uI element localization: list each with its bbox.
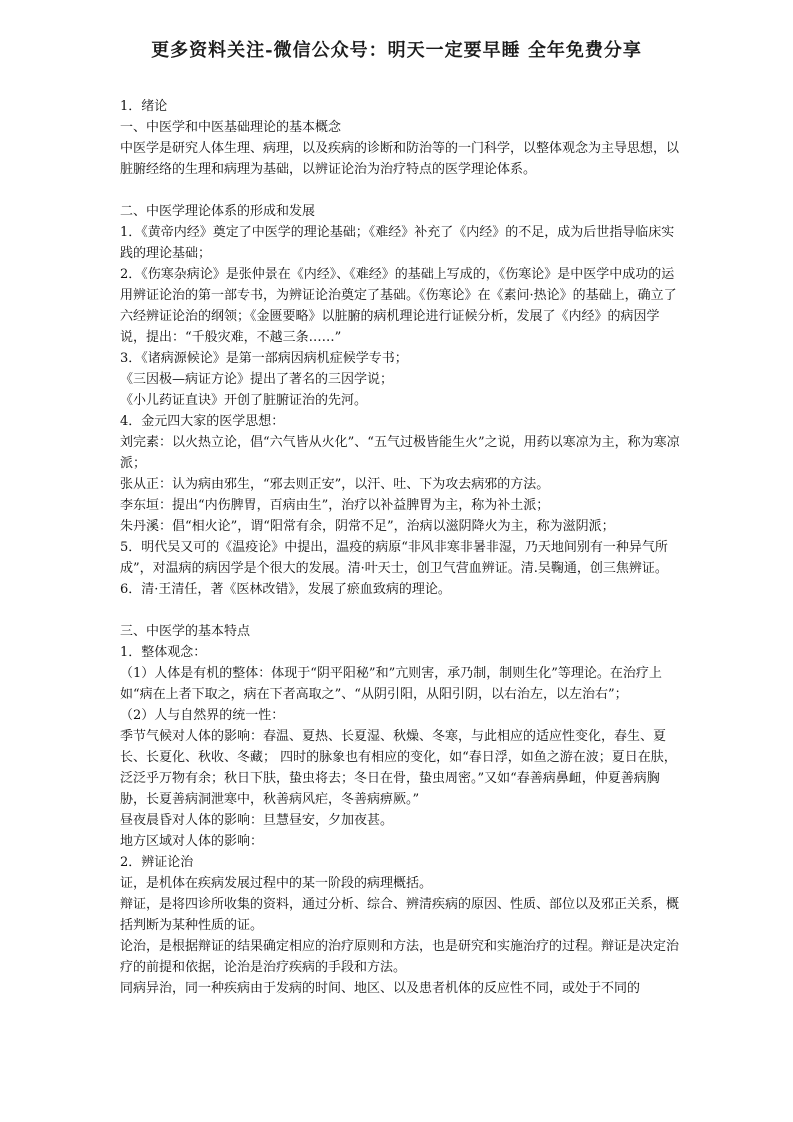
paragraph: （1）人体是有机的整体：体现于“阴平阳秘”和”亢则害，承乃制，制则生化”等理论。在治疗上如“病在上者下取之，病在下者高取之”、“从阴引阳，从阳引阴，以右治左，以左治右”；	[120, 666, 662, 702]
subheading: 1．整体观念：	[120, 645, 207, 660]
paragraph: 《小儿药证直诀》开创了脏腑证治的先河。	[120, 393, 368, 408]
section-2-title: 二、中医学理论体系的形成和发展	[120, 204, 316, 219]
paragraph: （2）人与自然界的统一性：	[120, 708, 285, 723]
section-3-title: 三、中医学的基本特点	[120, 624, 251, 639]
section-1-body: 中医学是研究人体生理、病理，以及疾病的诊断和防治等的一门科学，以整体观念为主导思想，以脏腑经络的生理和病理为基础，以辨证论治为治疗特点的医学理论体系。	[120, 141, 680, 177]
paragraph: 地方区域对人体的影响：	[120, 834, 264, 849]
document-body	[120, 96, 680, 999]
section-1-title: 一、中医学和中医基础理论的基本概念	[120, 120, 342, 135]
promo-banner: 更多资料关注-微信公众号：明天一定要早睡 全年免费分享	[151, 40, 642, 61]
paragraph: 李东垣：提出“内伤脾胃，百病由生”，治疗以补益脾胃为主，称为补土派；	[120, 498, 550, 513]
paragraph: 3．《诸病源候论》是第一部病因病机症候学专书；	[120, 351, 408, 366]
paragraph: 6．清·王清任，著《医林改错》，发展了瘀血致病的理论。	[120, 582, 451, 597]
paragraph: 论治，是根据辩证的结果确定相应的治疗原则和方法，也是研究和实施治疗的过程。辩证是决定治疗的前提和依据，论治是治疗疾病的手段和方法。	[120, 939, 680, 975]
paragraph: 4．金元四大家的医学思想：	[120, 414, 285, 429]
paragraph: 季节气候对人体的影响：春温、夏热、长夏湿、秋燥、冬寒，与此相应的适应性变化，春生、夏长、长夏化、秋收、冬藏； 四时的脉象也有相应的变化，如“春日浮，如鱼之游在波；夏日在肤，泛泛乎万物有余；秋日下肤，蛰虫将去；冬日在骨，蛰虫周密。”又如“春善病鼻衄，仲夏善病胸胁，长夏善病洞泄寒中，秋善病风疟，冬善病痹厥。”	[120, 729, 677, 807]
subheading: 2．辨证论治	[120, 855, 194, 870]
paragraph: 证，是机体在疾病发展过程中的某一阶段的病理概括。	[120, 876, 433, 891]
chapter-heading: 1．绪论	[120, 99, 168, 114]
paragraph: 朱丹溪：倡“相火论”，谓“阳常有余，阴常不足”，治病以滋阴降火为主，称为滋阴派；	[120, 519, 615, 534]
paragraph: 2．《伤寒杂病论》是张仲景在《内经》、《难经》的基础上写成的，《伤寒论》是中医学中成功的运用辨证论治的第一部专书，为辨证论治奠定了基础。《伤寒论》在《素问·热论》的基础上，确立了六经辨证论治的纲领；《金匮要略》以脏腑的病机理论进行证候分析，发展了《内经》的病因学说，提出：“千般灾难，不越三条……”	[120, 267, 677, 345]
paragraph: 同病异治，同一种疾病由于发病的时间、地区、以及患者机体的反应性不同，或处于不同的	[120, 981, 641, 996]
paragraph: 《三因极—病证方论》提出了著名的三因学说；	[120, 372, 394, 387]
paragraph: 昼夜晨昏对人体的影响：旦慧昼安，夕加夜甚。	[120, 813, 394, 828]
paragraph: 张从正：认为病由邪生，“邪去则正安”，以汗、吐、下为攻去病邪的方法。	[120, 477, 550, 492]
paragraph: 1．《黄帝内经》奠定了中医学的理论基础；《难经》补充了《内经》的不足，成为后世指导临床实践的理论基础；	[120, 225, 675, 261]
paragraph: 辩证，是将四诊所收集的资料，通过分析、综合、辨清疾病的原因、性质、部位以及邪正关系，概括判断为某种性质的证。	[120, 897, 680, 933]
paragraph: 5．明代吴又可的《温疫论》中提出，温疫的病原“非风非寒非暑非湿，乃天地间别有一种异气所成”，对温病的病因学是个很大的发展。清·叶天士，创卫气营血辨证。清.吴鞠通，创三焦辨证。	[120, 540, 668, 576]
paragraph: 刘完素：以火热立论，倡“六气皆从火化”、“五气过极皆能生火”之说，用药以寒凉为主，称为寒凉派；	[120, 435, 680, 471]
